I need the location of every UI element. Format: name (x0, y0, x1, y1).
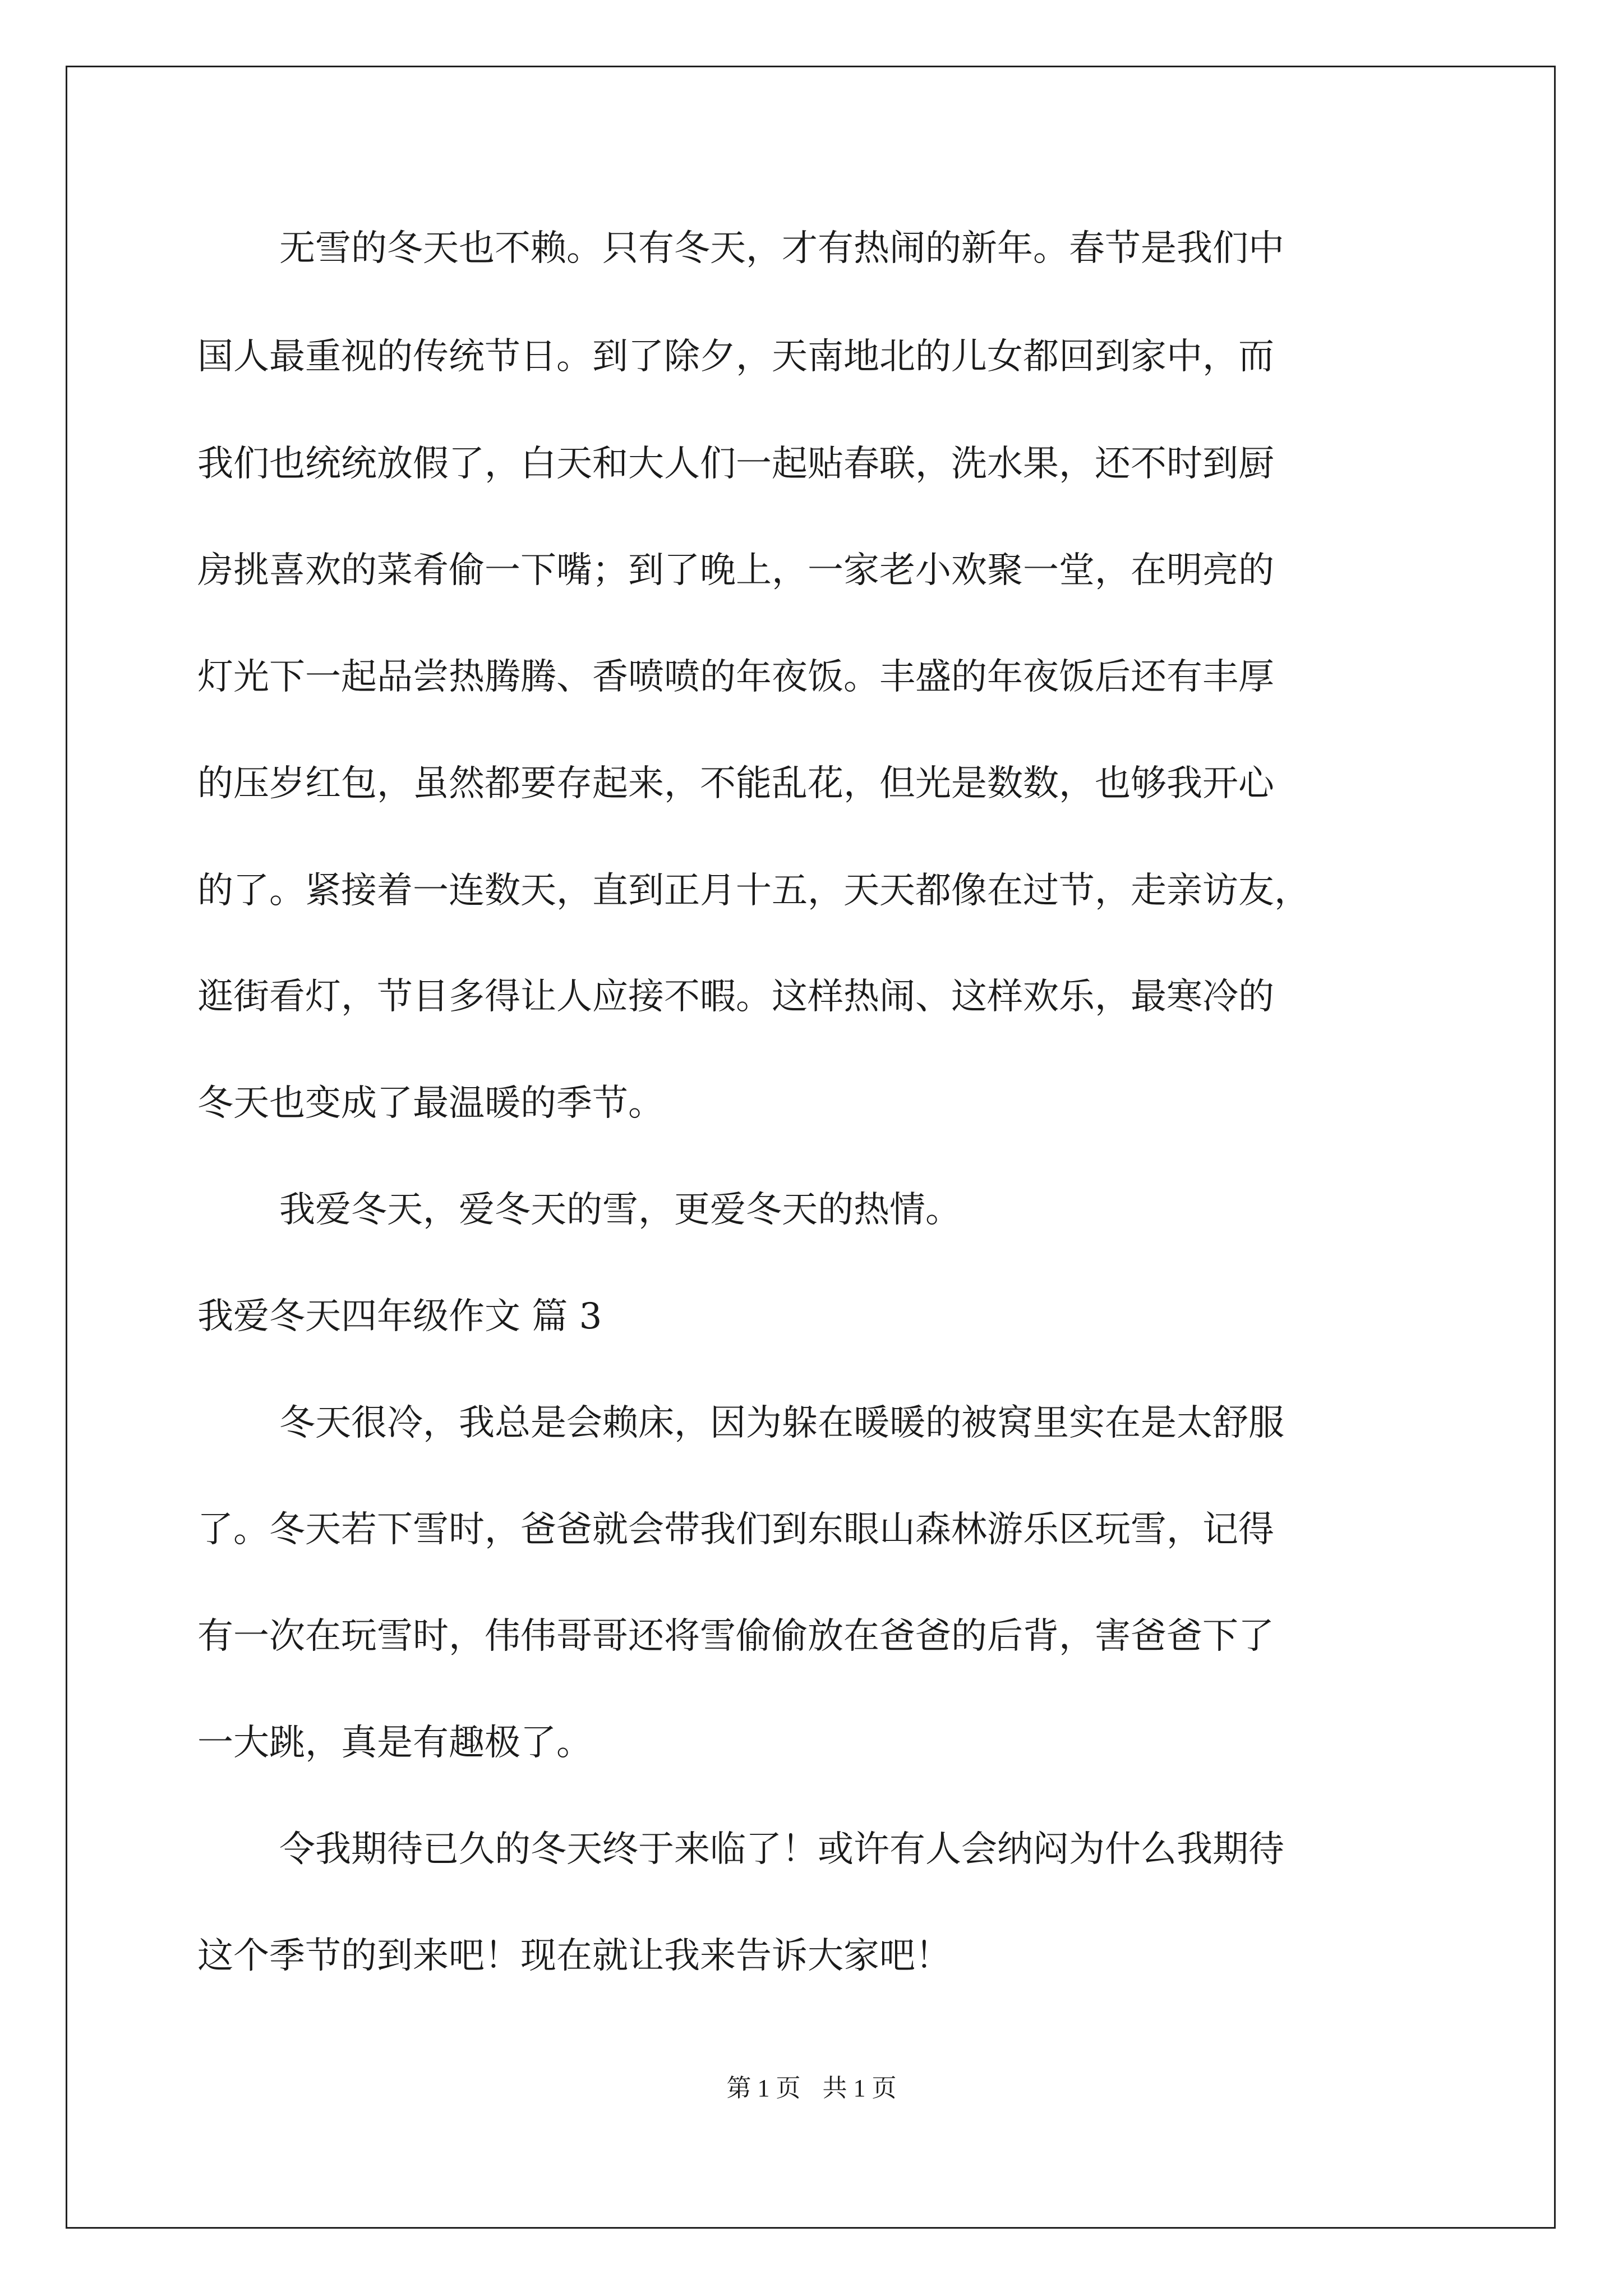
paragraph-line: 我爱冬天，爱冬天的雪，更爱冬天的热情。 (279, 1189, 961, 1231)
paragraph-line: 房挑喜欢的菜肴偷一下嘴；到了晚上，一家老小欢聚一堂，在明亮的 (197, 550, 1274, 591)
section-heading: 我爱冬天四年级作文 篇 3 (197, 1296, 602, 1337)
paragraph-line: 这个季节的到来吧！现在就让我来告诉大家吧！ (197, 1935, 951, 1977)
page-number: 第 1 页 (726, 2074, 801, 2102)
page-total: 共 1 页 (822, 2074, 897, 2102)
paragraph-line: 一大跳，真是有趣极了。 (197, 1722, 592, 1764)
paragraph-line: 的了。紧接着一连数天，直到正月十五，天天都像在过节，走亲访友， (197, 870, 1310, 912)
paragraph-line: 灯光下一起品尝热腾腾、香喷喷的年夜饭。丰盛的年夜饭后还有丰厚 (197, 656, 1274, 698)
page-footer (0, 2073, 1623, 2104)
page-border (66, 66, 1556, 2229)
paragraph-line: 冬天很冷，我总是会赖床，因为躲在暖暖的被窝里实在是太舒服 (279, 1402, 1284, 1444)
paragraph-line: 无雪的冬天也不赖。只有冬天，才有热闹的新年。春节是我们中 (279, 228, 1284, 269)
paragraph-line: 逛街看灯，节目多得让人应接不暇。这样热闹、这样欢乐，最寒冷的 (197, 976, 1274, 1018)
paragraph-line: 的压岁红包，虽然都要存起来，不能乱花，但光是数数，也够我开心 (197, 763, 1274, 804)
paragraph-line: 我们也统统放假了，白天和大人们一起贴春联，洗水果，还不时到厨 (197, 443, 1274, 485)
paragraph-line: 有一次在玩雪时，伟伟哥哥还将雪偷偷放在爸爸的后背，害爸爸下了 (197, 1616, 1274, 1657)
paragraph-line: 了。冬天若下雪时，爸爸就会带我们到东眼山森林游乐区玩雪，记得 (197, 1509, 1274, 1550)
paragraph-line: 冬天也变成了最温暖的季节。 (197, 1083, 664, 1124)
paragraph-line: 令我期待已久的冬天终于来临了！或许有人会纳闷为什么我期待 (279, 1829, 1284, 1870)
paragraph-line: 国人最重视的传统节日。到了除夕，天南地北的儿女都回到家中，而 (197, 336, 1274, 378)
